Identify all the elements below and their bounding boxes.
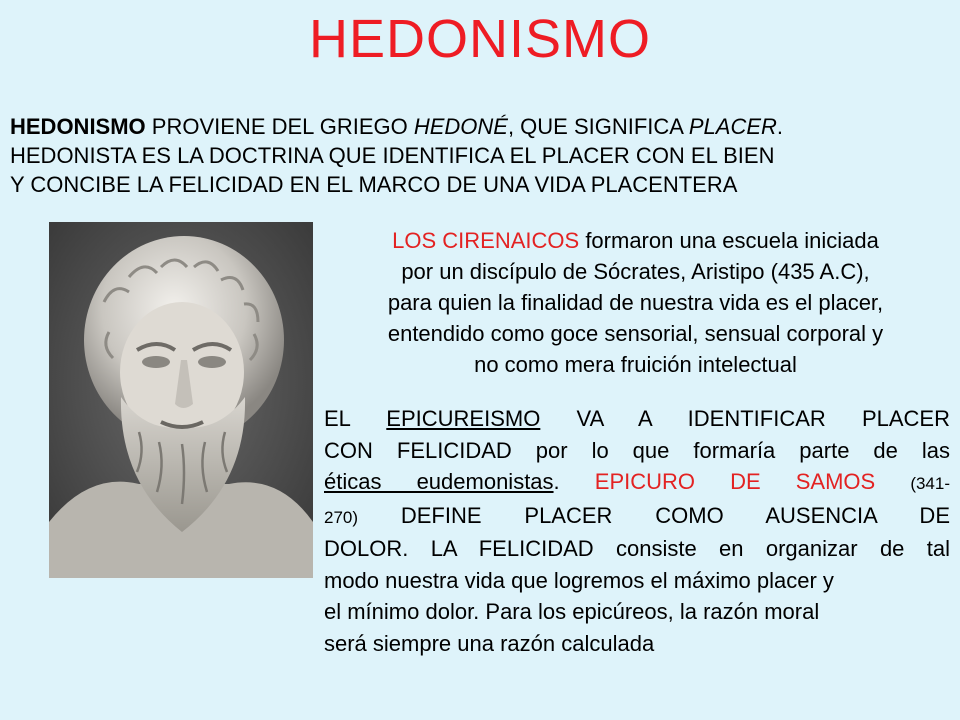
intro-meaning-word: PLACER	[688, 114, 777, 139]
epicureismo-line-3	[324, 466, 950, 500]
bust-icon	[49, 222, 313, 578]
cirenaicos-line-2: por un discípulo de Sócrates, Aristipo (435 A.C),	[401, 259, 870, 284]
intro-line-2: HEDONISTA ES LA DOCTRINA QUE IDENTIFICA EL PLACER CON EL BIEN	[10, 143, 775, 168]
cirenaicos-line-1	[318, 225, 953, 256]
cirenaicos-line-4: entendido como goce sensorial, sensual corporal y	[387, 321, 884, 346]
epicureismo-text: .	[553, 469, 595, 494]
cirenaicos-line-3: para quien la finalidad de nuestra vida es el placer,	[387, 290, 884, 315]
epicureismo-paragraph	[324, 403, 950, 659]
intro-text: PROVIENE DEL GRIEGO	[145, 114, 414, 139]
epicureismo-line-4	[324, 500, 950, 534]
intro-text: , QUE SIGNIFICA	[507, 114, 689, 139]
epicureismo-text: VA A IDENTIFICAR PLACER	[540, 406, 950, 431]
epicureismo-text: DEFINE PLACER COMO AUSENCIA DE	[358, 502, 950, 528]
epicuro-highlight: EPICURO DE SAMOS	[594, 469, 876, 494]
slide-title: HEDONISMO	[308, 9, 652, 69]
epicuro-dates: (341-	[910, 474, 950, 493]
cirenaicos-highlight: LOS CIRENAICOS	[392, 228, 580, 253]
epicurus-bust-image	[49, 222, 313, 578]
epicureismo-line-8: será siempre una razón calculada	[324, 630, 655, 656]
intro-paragraph	[10, 112, 955, 199]
epicuro-dates-end: 270)	[324, 507, 359, 527]
cirenaicos-paragraph	[318, 225, 953, 380]
intro-greek-word: HEDONÉ	[413, 114, 508, 139]
epicureismo-line-5: DOLOR. LA FELICIDAD consiste en organizar de tal	[324, 536, 950, 561]
cirenaicos-line-5: no como mera fruición intelectual	[474, 352, 797, 377]
intro-line-1	[10, 112, 955, 141]
epicureismo-line-7: el mínimo dolor. Para los epicúreos, la razón moral	[324, 599, 820, 624]
intro-text: .	[776, 114, 784, 139]
intro-term: HEDONISMO	[10, 114, 146, 139]
epicureismo-text: EL	[324, 406, 387, 431]
epicureismo-line-6: modo nuestra vida que logremos el máximo placer y	[324, 567, 834, 593]
cirenaicos-text: formaron una escuela iniciada	[579, 228, 879, 253]
epicureismo-line-2: CON FELICIDAD por lo que formaría parte de las	[324, 437, 950, 463]
intro-line-3: Y CONCIBE LA FELICIDAD EN EL MARCO DE UNA VIDA PLACENTERA	[10, 172, 738, 197]
epicureismo-link[interactable]: EPICUREISMO	[386, 406, 541, 431]
eticas-eudemonistas-link[interactable]: éticas eudemonistas	[324, 469, 554, 494]
epicureismo-line-1	[324, 403, 950, 435]
